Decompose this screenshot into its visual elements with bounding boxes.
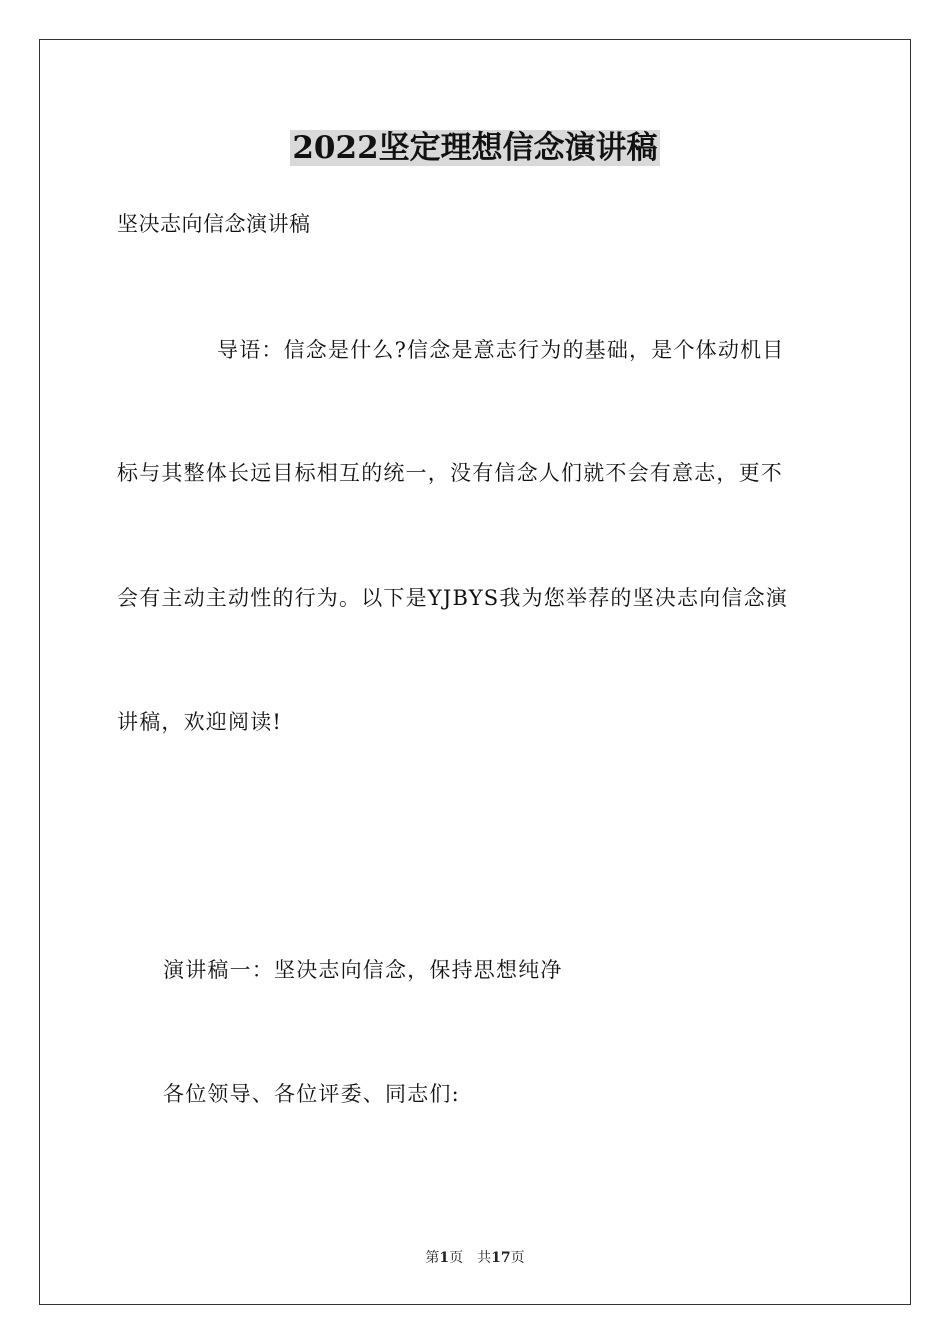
page-footer xyxy=(0,1248,950,1268)
paragraph-line-1 xyxy=(117,335,833,365)
footer-page-prefix: 第 xyxy=(425,1250,440,1266)
document-title xyxy=(0,126,950,170)
paragraph-line-3: 会有主动主动性的行为。以下是YJBYS我为您举荐的坚决志向信念演 xyxy=(117,586,788,610)
footer-total-suffix: 页 xyxy=(510,1250,525,1266)
paragraph-line-1-text: 导语：信念是什么?信念是意志行为的基础，是个体动机目 xyxy=(217,338,785,362)
footer-page-number: 1 xyxy=(439,1250,450,1266)
section-heading: 演讲稿一：坚决志向信念，保持思想纯净 xyxy=(163,958,563,982)
salutation: 各位领导、各位评委、同志们: xyxy=(163,1082,460,1106)
footer-page-suffix: 页 xyxy=(449,1250,464,1266)
paragraph-line-2: 标与其整体长远目标相互的统一，没有信念人们就不会有意志，更不 xyxy=(117,461,783,485)
document-subtitle: 坚决志向信念演讲稿 xyxy=(117,212,311,236)
paragraph-line-4: 讲稿，欢迎阅读! xyxy=(117,710,283,734)
footer-total-pages: 17 xyxy=(491,1250,511,1266)
document-title-text: 2022坚定理想信念演讲稿 xyxy=(292,130,658,166)
footer-total-prefix: 共 xyxy=(477,1250,492,1266)
